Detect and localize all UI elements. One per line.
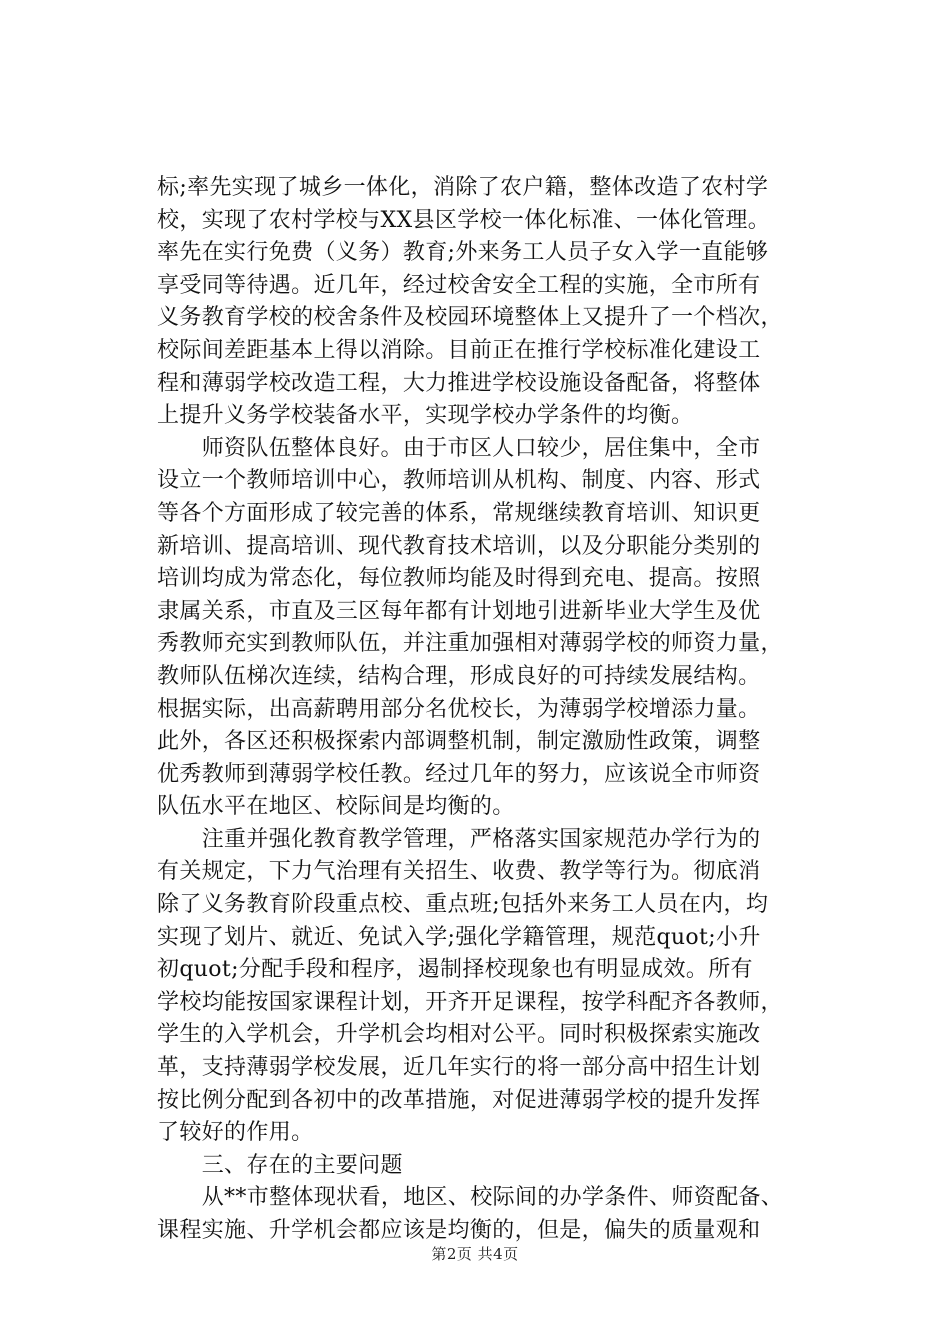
text-line: 秀教师充实到教师队伍，并注重加强相对薄弱学校的师资力量， [157, 631, 783, 657]
text-line: 隶属关系，市直及三区每年都有计划地引进新毕业大学生及优 [157, 598, 761, 624]
text-line: 有关规定，下力气治理有关招生、收费、教学等行为。彻底消 [157, 859, 761, 885]
text-line: 除了义务教育阶段重点校、重点班;包括外来务工人员在内，均 [157, 892, 769, 918]
text-line: 标;率先实现了城乡一体化，消除了农户籍，整体改造了农村学 [157, 175, 769, 200]
text-line: 革，支持薄弱学校发展，近几年实行的将一部分高中招生计划 [157, 1055, 761, 1081]
text-line: 了较好的作用。 [157, 1120, 314, 1146]
text-line: 校，实现了农村学校与XX县区学校一体化标准、一体化管理。 [157, 207, 771, 233]
text-line: 实现了划片、就近、免试入学;强化学籍管理，规范quot;小升 [157, 924, 761, 950]
text-line: 按比例分配到各初中的改革措施，对促进薄弱学校的提升发挥 [157, 1087, 761, 1113]
text-line: 此外，各区还积极探索内部调整机制，制定激励性政策，调整 [157, 729, 761, 755]
text-line: 培训均成为常态化，每位教师均能及时得到充电、提高。按照 [157, 566, 761, 592]
text-line: 校际间差距基本上得以消除。目前正在推行学校标准化建设工 [157, 337, 761, 363]
text-line: 义务教育学校的校舍条件及校园环境整体上又提升了一个档次， [157, 305, 783, 331]
text-line: 教师队伍梯次连续，结构合理，形成良好的可持续发展结构。 [157, 663, 761, 689]
text-line: 学校均能按国家课程计划，开齐开足课程，按学科配齐各教师， [157, 989, 783, 1015]
text-line: 初quot;分配手段和程序，遏制择校现象也有明显成效。所有 [157, 957, 753, 983]
text-line: 课程实施、升学机会都应该是均衡的，但是，偏失的质量观和 [157, 1218, 761, 1243]
text-line: 设立一个教师培训中心，教师培训从机构、制度、内容、形式 [157, 468, 761, 494]
text-line: 队伍水平在地区、校际间是均衡的。 [157, 794, 515, 820]
text-line: 优秀教师到薄弱学校任教。经过几年的努力，应该说全市师资 [157, 761, 761, 787]
document-body [157, 172, 845, 1248]
text-line: 率先在实行免费（义务）教育;外来务工人员子女入学一直能够 [157, 240, 769, 266]
text-line: 上提升义务学校装备水平，实现学校办学条件的均衡。 [157, 403, 694, 429]
text-line: 享受同等待遇。近几年，经过校舍安全工程的实施，全市所有 [157, 272, 761, 298]
text-line: 师资队伍整体良好。由于市区人口较少，居住集中，全市 [157, 435, 761, 461]
text-line: 等各个方面形成了较完善的体系，常规继续教育培训、知识更 [157, 500, 761, 526]
text-line: 注重并强化教育教学管理，严格落实国家规范办学行为的 [157, 826, 761, 852]
text-line: 从**市整体现状看，地区、校际间的办学条件、师资配备、 [157, 1185, 784, 1211]
text-line: 根据实际，出高薪聘用部分名优校长，为薄弱学校增添力量。 [157, 696, 761, 722]
text-line: 三、存在的主要问题 [157, 1152, 403, 1178]
text-line: 新培训、提高培训、现代教育技术培训，以及分职能分类别的 [157, 533, 761, 559]
text-line: 程和薄弱学校改造工程，大力推进学校设施设备配备，将整体 [157, 370, 761, 396]
page-footer: 第2页 共4页 [431, 1245, 519, 1263]
text-line: 学生的入学机会，升学机会均相对公平。同时积极探索实施改 [157, 1022, 761, 1048]
